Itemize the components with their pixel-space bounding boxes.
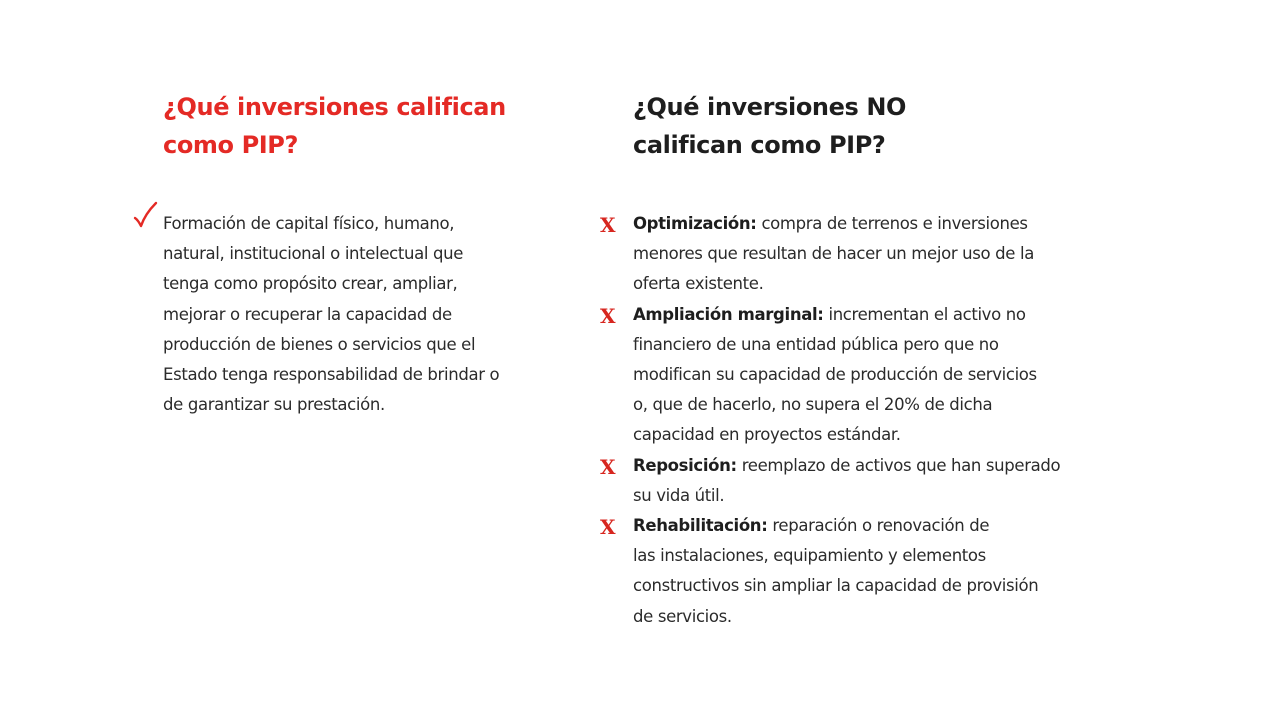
item-term: Ampliación marginal: — [633, 304, 824, 324]
item-line: menores que resultan de hacer un mejor uso de la — [633, 244, 1034, 264]
list-item-rehabilitacion — [600, 511, 1060, 632]
item-line: producción de bienes o servicios que el — [163, 334, 476, 354]
item-line: o, que de hacerlo, no supera el 20% de dicha — [633, 395, 993, 415]
item-term: Reposición: — [633, 455, 737, 475]
x-mark-icon: X — [600, 515, 616, 540]
item-text: incrementan el activo no — [823, 304, 1026, 324]
item-line: tenga como propósito crear, ampliar, — [163, 274, 458, 294]
list-item-reposicion — [600, 451, 1061, 511]
item-text: reparación o renovación de — [767, 516, 990, 536]
heading-line: como PIP? — [163, 131, 298, 159]
item-line: Formación de capital físico, humano, — [163, 214, 455, 233]
item-text: compra de terrenos e inversiones — [756, 214, 1028, 233]
heading-line: ¿Qué inversiones califican — [163, 93, 506, 121]
item-line: Estado tenga responsabilidad de brindar o — [163, 365, 500, 385]
item-line: financiero de una entidad pública pero que no — [633, 334, 999, 354]
item-first-line — [633, 209, 1060, 239]
x-mark-icon: X — [600, 303, 616, 328]
item-term: Optimización: — [633, 214, 757, 233]
non-qualifying-investments-heading — [633, 88, 906, 164]
x-mark-icon: X — [600, 213, 616, 237]
list-item-ampliacion-marginal — [600, 300, 1060, 451]
item-text: reemplazo de activos que han superado — [736, 455, 1061, 475]
item-line: capacidad en proyectos estándar. — [633, 425, 901, 445]
qualifying-investments-heading — [163, 88, 506, 164]
list-item-optimizacion — [600, 209, 1060, 300]
item-line: mejorar o recuperar la capacidad de — [163, 304, 452, 324]
checkmark-icon — [132, 200, 158, 230]
item-line: de servicios. — [633, 606, 732, 626]
item-first-line — [633, 511, 1060, 541]
non-qualifying-list — [600, 209, 1061, 632]
item-line: oferta existente. — [633, 274, 764, 294]
item-line: modifican su capacidad de producción de servicios — [633, 365, 1037, 385]
qualifying-item — [163, 209, 499, 420]
heading-line: califican como PIP? — [633, 131, 886, 159]
item-first-line — [633, 451, 1060, 481]
item-line: de garantizar su prestación. — [163, 395, 385, 415]
item-term: Rehabilitación: — [633, 516, 768, 536]
item-line: natural, institucional o intelectual que — [163, 244, 463, 264]
item-line: las instalaciones, equipamiento y elementos — [633, 546, 986, 566]
item-first-line — [633, 300, 1060, 330]
heading-line: ¿Qué inversiones NO — [633, 93, 907, 121]
item-line: su vida útil. — [633, 485, 725, 505]
item-line: constructivos sin ampliar la capacidad de provisión — [633, 576, 1039, 596]
x-mark-icon: X — [600, 454, 616, 479]
